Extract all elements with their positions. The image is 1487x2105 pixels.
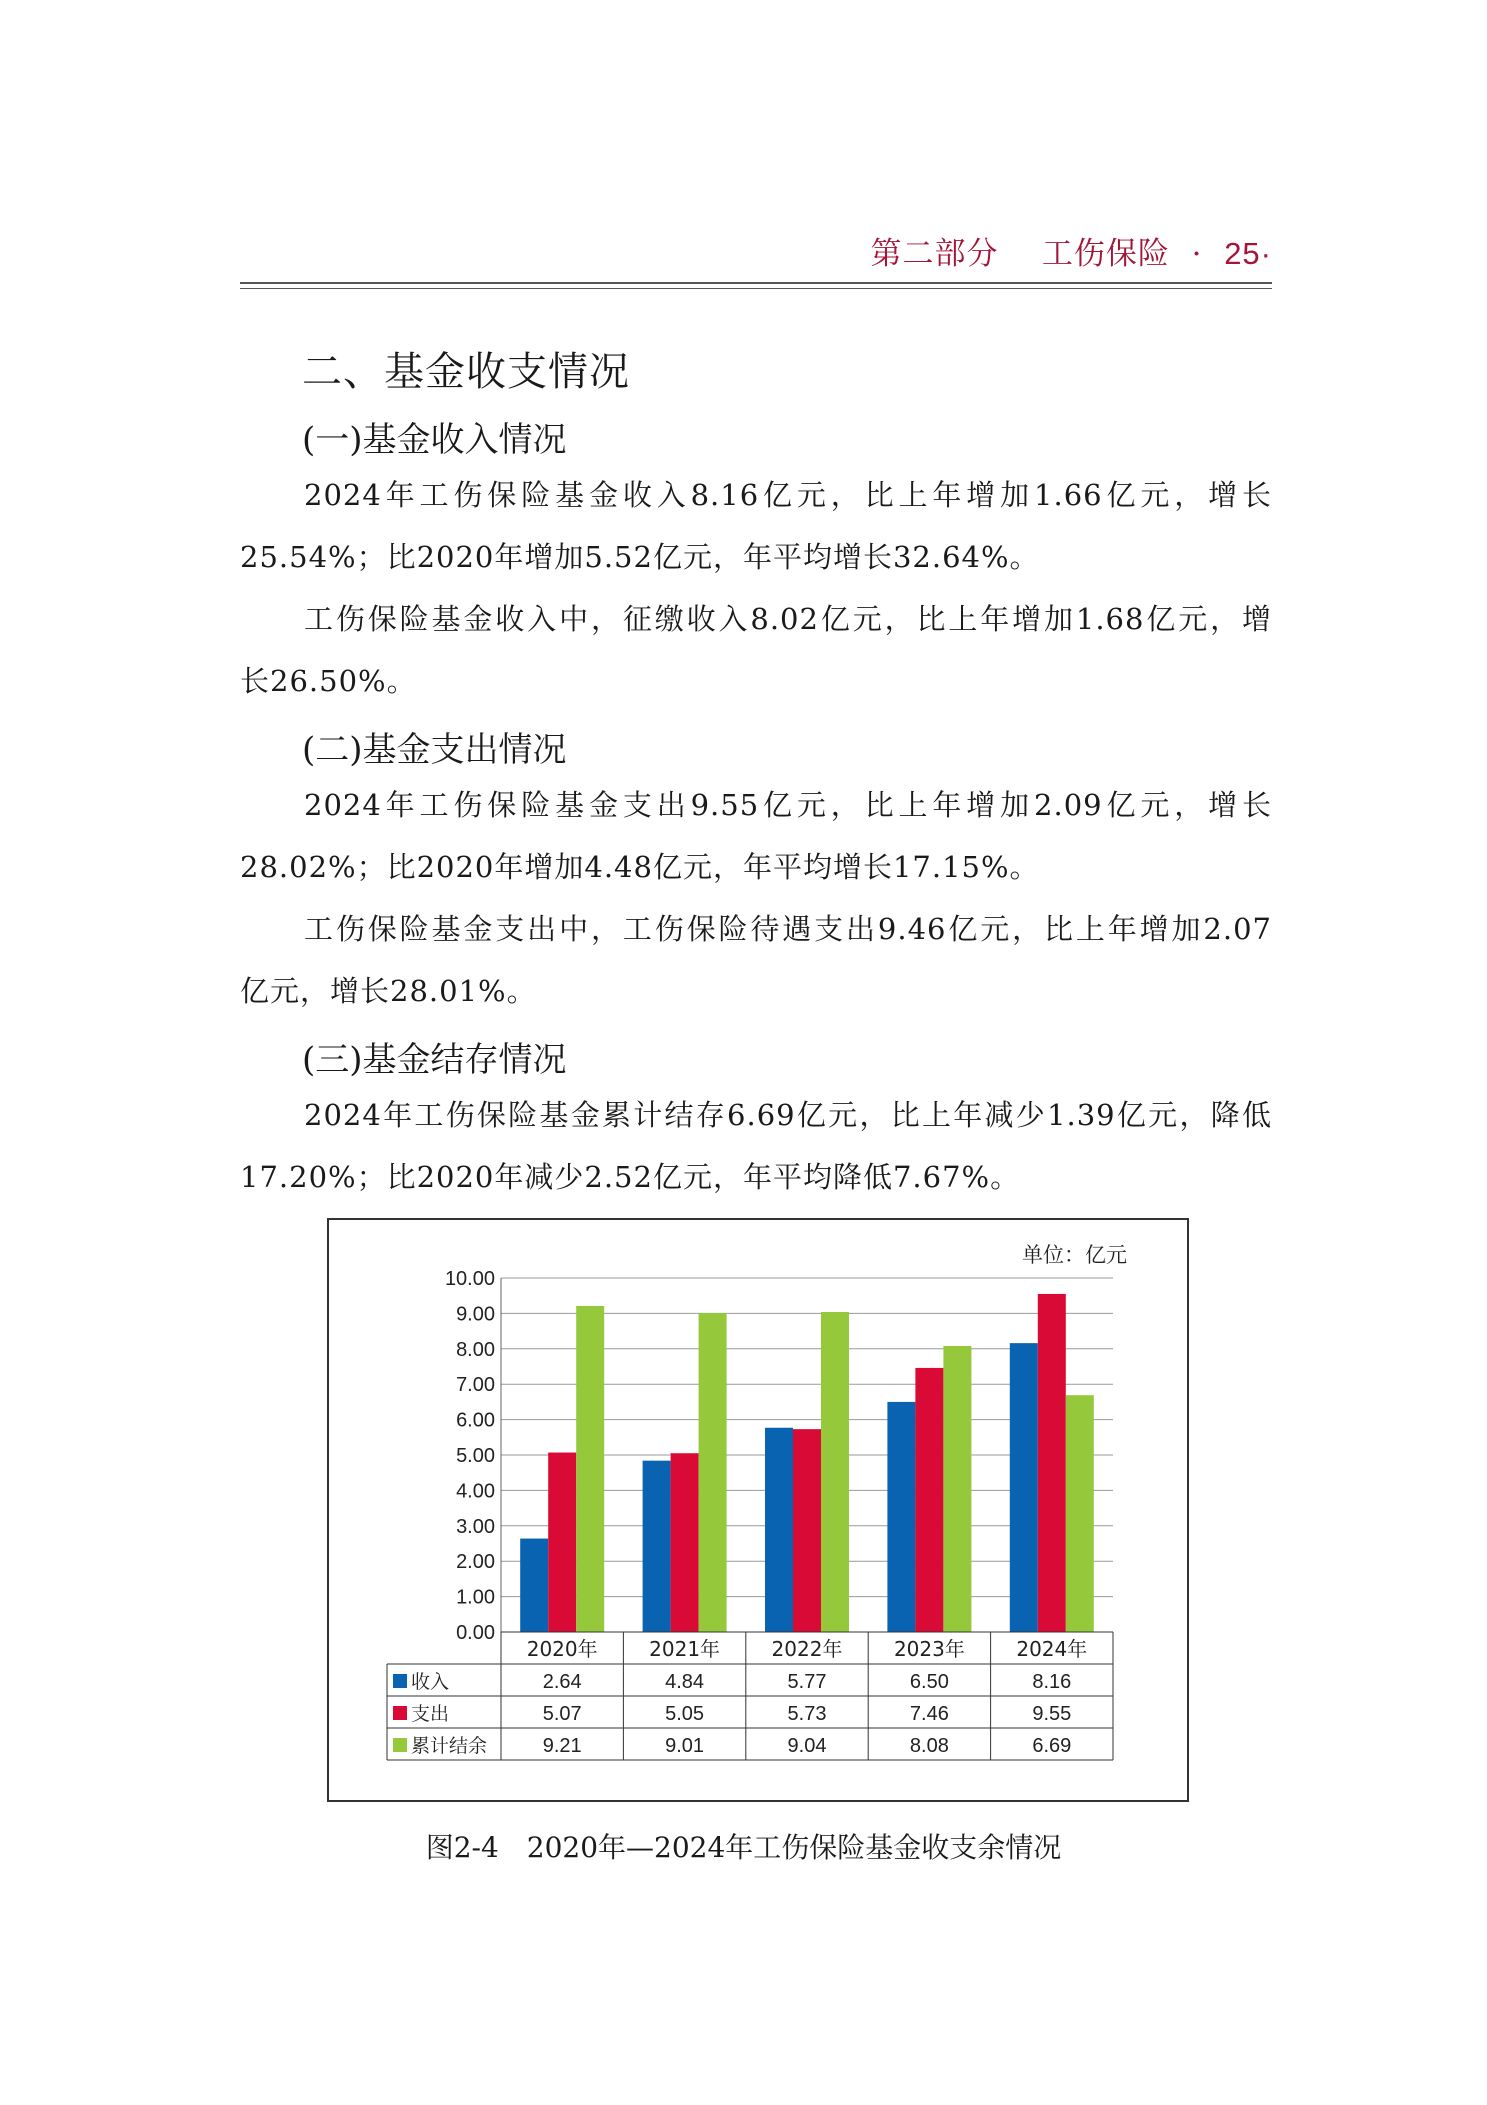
paragraph-line: 工伤保险基金收入中，征缴收入8.02亿元，比上年增加1.68亿元，增	[304, 602, 1272, 636]
unit-label: 单位：亿元	[1022, 1243, 1127, 1267]
paragraph-income-2	[240, 588, 1272, 712]
paragraph-line: 2024年工伤保险基金支出9.55亿元，比上年增加2.09亿元，增长	[304, 788, 1272, 822]
paragraph-line: 长26.50%。	[240, 664, 417, 698]
header-section: 第二部分	[870, 236, 999, 272]
paragraph-line: 工伤保险基金支出中，工伤保险待遇支出9.46亿元，比上年增加2.07	[304, 912, 1272, 946]
y-tick-label: 4.00	[456, 1480, 495, 1503]
bar-支出-2024年	[1038, 1294, 1066, 1632]
legend-label: 收入	[411, 1671, 450, 1693]
legend-swatch-累计结余	[393, 1738, 407, 1752]
page-header	[240, 228, 1272, 278]
y-tick-label: 3.00	[456, 1515, 495, 1538]
paragraph-line: 2024年工伤保险基金收入8.16亿元，比上年增加1.66亿元，增长	[304, 478, 1272, 512]
header-rule-thick	[240, 282, 1272, 284]
data-label: 9.04	[787, 1735, 827, 1757]
paragraph-expense-1	[240, 774, 1272, 898]
data-label: 8.08	[909, 1735, 949, 1757]
data-label: 9.21	[542, 1735, 582, 1757]
data-label: 6.69	[1032, 1735, 1072, 1757]
y-tick-label: 2.00	[456, 1551, 495, 1574]
paragraph-line: 亿元，增长28.01%。	[240, 974, 537, 1008]
bar-收入-2022年	[765, 1428, 793, 1632]
paragraph-income-1	[240, 464, 1272, 588]
y-tick-label: 10.00	[444, 1268, 495, 1290]
paragraph-line: 25.54%；比2020年增加5.52亿元，年平均增长32.64%。	[240, 540, 1040, 574]
x-category-label: 2020年	[526, 1637, 598, 1661]
header-rule-thin	[240, 288, 1272, 289]
bar-收入-2023年	[887, 1402, 915, 1632]
legend-label: 支出	[411, 1703, 450, 1725]
data-label: 7.46	[909, 1703, 949, 1725]
header-title: 工伤保险	[1041, 236, 1170, 272]
subsection-title-balance: (三)基金结存情况	[302, 1040, 567, 1080]
legend-label: 累计结余	[411, 1735, 488, 1757]
bar-支出-2022年	[793, 1429, 821, 1632]
y-tick-label: 6.00	[456, 1409, 495, 1432]
bar-累计结余-2021年	[699, 1313, 727, 1632]
data-label: 5.73	[787, 1703, 827, 1725]
fund-chart	[327, 1218, 1189, 1802]
bar-收入-2021年	[643, 1461, 671, 1632]
figure-caption: 图2-4 2020年—2024年工伤保险基金收支余情况	[425, 1831, 1062, 1864]
legend-swatch-收入	[393, 1674, 407, 1688]
subsection-title-income: (一)基金收入情况	[302, 420, 567, 460]
fund-chart-svg	[329, 1220, 1187, 1800]
x-category-label: 2023年	[893, 1637, 965, 1661]
y-tick-label: 0.00	[456, 1622, 495, 1644]
data-label: 5.77	[787, 1671, 827, 1693]
section-heading: 二、基金收支情况	[302, 349, 630, 395]
bar-支出-2021年	[671, 1453, 699, 1632]
y-tick-label: 8.00	[456, 1338, 495, 1361]
bar-累计结余-2020年	[576, 1306, 604, 1632]
data-label: 8.16	[1032, 1671, 1072, 1693]
data-label: 2.64	[542, 1671, 582, 1693]
bar-收入-2020年	[520, 1539, 548, 1632]
paragraph-expense-2	[240, 898, 1272, 1022]
x-category-label: 2021年	[649, 1637, 721, 1661]
data-label: 4.84	[665, 1671, 705, 1693]
bar-累计结余-2022年	[821, 1312, 849, 1632]
data-label: 5.05	[665, 1703, 705, 1725]
bar-支出-2020年	[548, 1453, 576, 1632]
subsection-title-expense: (二)基金支出情况	[302, 730, 567, 770]
bar-累计结余-2023年	[943, 1346, 971, 1632]
x-category-label: 2022年	[771, 1637, 843, 1661]
y-tick-label: 5.00	[456, 1445, 495, 1467]
y-tick-label: 9.00	[456, 1303, 495, 1326]
data-label: 9.01	[665, 1735, 705, 1757]
paragraph-line: 28.02%；比2020年增加4.48亿元，年平均增长17.15%。	[240, 850, 1040, 884]
y-tick-label: 7.00	[456, 1374, 495, 1397]
header-dot: ·	[1191, 236, 1203, 272]
bar-支出-2023年	[915, 1368, 943, 1632]
data-label: 9.55	[1032, 1703, 1072, 1725]
paragraph-line: 17.20%；比2020年减少2.52亿元，年平均降低7.67%。	[240, 1160, 1021, 1194]
paragraph-line: 2024年工伤保险基金累计结存6.69亿元，比上年减少1.39亿元，降低	[304, 1098, 1272, 1132]
bar-收入-2024年	[1010, 1343, 1038, 1632]
legend-swatch-支出	[393, 1706, 407, 1720]
paragraph-balance-1	[240, 1084, 1272, 1208]
page-number: 25·	[1224, 236, 1272, 271]
y-tick-label: 1.00	[456, 1586, 495, 1609]
x-category-label: 2024年	[1016, 1637, 1088, 1661]
data-label: 6.50	[909, 1671, 949, 1693]
bar-累计结余-2024年	[1066, 1395, 1094, 1632]
data-label: 5.07	[542, 1703, 582, 1725]
